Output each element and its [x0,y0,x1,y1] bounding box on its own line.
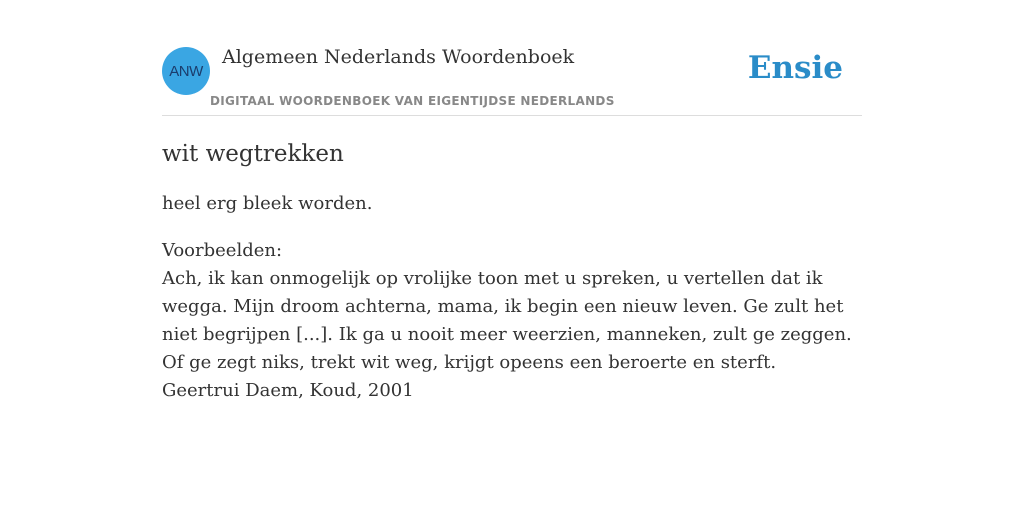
site-title[interactable]: Algemeen Nederlands Woordenboek [222,46,575,68]
anw-logo[interactable] [162,47,210,95]
example-text: Ach, ik kan onmogelijk op vrolijke toon met u spreken, u vertellen dat ik wegga. Mijn droom achterna, mama, ik begin een nieuw leven. Ge zult het niet begrijpen [...]. Ik ga u nooit meer weerzien, manneken, zult ge zeggen. Of ge zegt niks, trekt wit weg, krijgt opeens een beroerte en sterft. [162,268,852,373]
logo-text: ANW [169,62,203,80]
site-subtitle: DIGITAAL WOORDENBOEK VAN EIGENTIJDSE NEDERLANDS [210,94,615,108]
examples-label: Voorbeelden: [162,240,283,261]
ensie-brand-link[interactable]: Ensie [747,50,843,86]
examples-block [162,237,862,405]
dictionary-entry [162,138,862,405]
example-source: Geertrui Daem, Koud, 2001 [162,380,414,401]
headword: wit wegtrekken [162,141,344,167]
definition: heel erg bleek worden. [162,193,373,214]
header [162,40,862,116]
